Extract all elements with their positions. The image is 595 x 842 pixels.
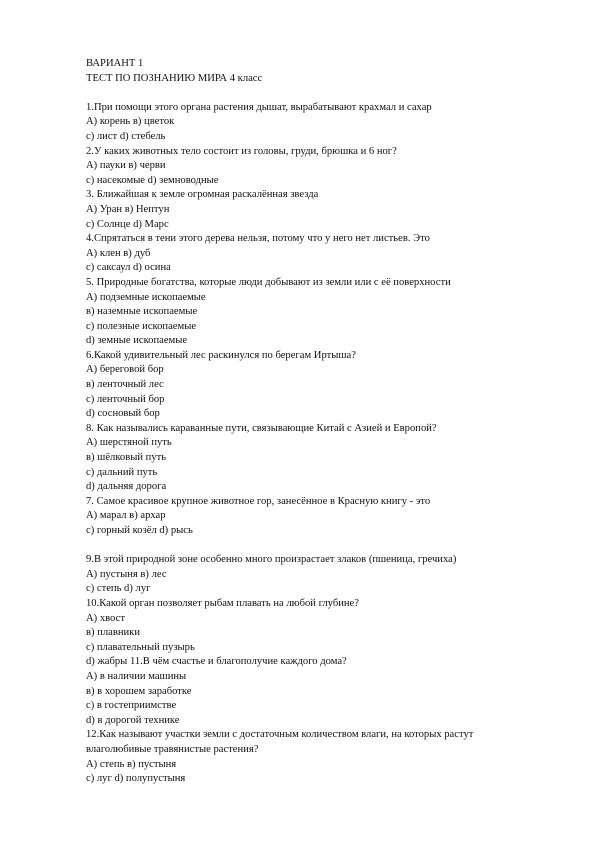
variant-label: ВАРИАНТ 1 [86,58,144,69]
spacer [86,539,556,554]
question-text: 5. Природные богатства, которые люди добывают из земли или с её поверхности [86,276,451,288]
answer-options: А) Уран в) Нептун [86,203,170,215]
question-text: 3. Ближайшая к земле огромная раскалённая звезда [86,189,319,201]
answer-options: А) в наличии машины [86,670,187,682]
question-text: 7. Самое красивое крупное животное гор, занесённое в Красную книгу - это [86,495,431,507]
answer-options: с) степь d) луг [86,583,151,595]
question-text: 10.Какой орган позволяет рыбам плавать на любой глубине? [86,597,359,609]
answer-options: с) саксаул d) осина [86,262,171,274]
answer-options: в) плавники [86,627,140,639]
question-text: 6.Какой удивительный лес раскинулся по берегам Иртыша? [86,349,356,361]
answer-options: с) лист d) стебель [86,130,166,142]
answer-options: А) хвост [86,612,125,624]
answer-options: d) в дорогой технике [86,714,180,726]
question-text: 9.В этой природной зоне особенно много произрастает злаков (пшеница, гречиха) [86,554,457,566]
question-text: 1.При помощи этого органа растения дышат, вырабатывают крахмал и сахар [86,101,432,113]
question-text: 8. Как назывались караванные пути, связывающие Китай с Азией и Европой? [86,422,437,434]
answer-options: с) в гостеприимстве [86,700,177,712]
answer-options: с) луг d) полупустыня [86,773,186,785]
answer-options: в) шёлковый путь [86,452,167,464]
answer-options: с) полезные ископаемые [86,320,197,332]
answer-options: А) пустыня в) лес [86,568,167,580]
answer-options: А) степь в) пустыня [86,758,177,770]
answer-options: с) насекомые d) земноводные [86,174,219,186]
answer-options: А) корень в) цветок [86,116,175,128]
answer-options: А) клен в) дуб [86,247,151,259]
answer-options: А) пауки в) черви [86,160,166,172]
questions-block-2 [86,553,556,787]
answer-options: с) дальний путь [86,466,158,478]
answer-options: с) плавательный пузырь [86,641,195,653]
test-title: ТЕСТ ПО ПОЗНАНИЮ МИРА 4 класс [86,72,263,84]
answer-options: d) сосновый бор [86,408,160,420]
answer-options: d) жабры 11.В чём счастье и благополучие каждого дома? [86,656,347,668]
question-text: 12.Как называют участки земли с достаточным количеством влаги, на которых растут [86,729,474,741]
spacer [86,86,556,101]
questions-block-1 [86,101,556,539]
question-text: 4.Спрятаться в тени этого дерева нельзя, потому что у него нет листьев. Это [86,233,430,245]
answer-options: в) в хорошем заработке [86,685,192,697]
answer-options: в) ленточный лес [86,379,164,391]
answer-options: в) наземные ископаемые [86,306,198,318]
answer-options: с) горный козёл d) рысь [86,525,193,536]
answer-options: d) земные ископаемые [86,335,188,347]
answer-options: с) Солнце d) Марс [86,218,169,230]
answer-options: влаголюбивые травянистые растения? [86,743,259,755]
question-text: 2.У каких животных тело состоит из головы, груди, брюшка и 6 ног? [86,145,397,157]
answer-options: d) дальняя дорога [86,481,167,493]
answer-options: А) марал в) архар [86,510,166,522]
test-content [86,57,556,787]
answer-options: А) береговой бор [86,364,164,376]
answer-options: с) ленточный бор [86,393,165,405]
answer-options: А) подземные ископаемые [86,291,206,303]
answer-options: А) шерстяной путь [86,437,172,449]
